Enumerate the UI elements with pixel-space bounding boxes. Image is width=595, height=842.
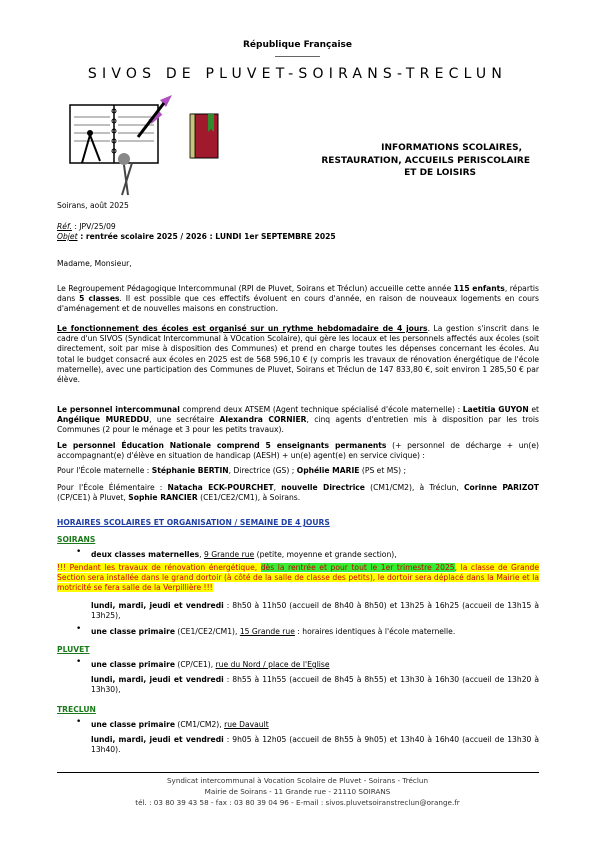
info-title [300,142,530,180]
text: (CE1/CE2/CM1), à Soirans. [197,493,301,503]
treclun-item [91,720,539,730]
text: 15 Grande rue [239,627,295,636]
book-clipart [188,110,222,162]
text: (CP/CE1) à Pluvet, [57,493,129,503]
pluvet-hours [91,675,539,695]
text: rue du Nord / place de l'Eglise [215,660,330,669]
paragraph-enrolment [57,284,539,315]
text: : 9h05 à 12h05 (accueil de 8h55 à 9h05) et 13h40 à 16h40 (accueil de 13h30 à 13h40). [91,735,539,755]
notebook-clipart [60,95,180,200]
soirans-hours [91,601,539,621]
text: (CM1/CM2), [175,720,225,729]
org-title: SIVOS DE PLUVET-SOIRANS-TRECLUN [87,66,508,82]
text: (CE1/CE2/CM1), [175,627,240,636]
text: (+ personnel de décharge + un(e) accompagnant(e) d'élève en situation de handicap (AESH) + un(e) agent(e) en service civique) : [57,441,540,461]
text: Sophie RANCIER [128,493,198,503]
text: Le Regroupement Pédagogique Intercommunal (RPI de Pluvet, Soirans et Tréclun) accueille cette année [57,284,454,293]
paragraph-teachers [57,441,539,461]
pluvet-item [91,660,539,670]
text: Le fonctionnement des écoles est organisé sur un rythme hebdomadaire de 4 jours [57,324,428,333]
bullet-icon: • [76,547,82,557]
reference-label: Réf. [57,222,72,231]
text: Laetitia GUYON [462,405,529,414]
section-pluvet: PLUVET [57,645,90,654]
text: (petite, moyenne et grande section), [254,550,397,559]
text: !!! Pendant les travaux de rénovation énergétique, [57,563,261,572]
header-rule [275,56,320,57]
footer-line: Mairie de Soirans - 11 Grande rue - 21110 SOIRANS [204,787,391,796]
text: (CP/CE1), [175,660,216,669]
info-title-line: INFORMATIONS SCOLAIRES, [381,143,522,153]
bullet-icon: • [76,717,82,727]
text: lundi, mardi, jeudi et vendredi [91,675,224,684]
soirans-item-primaire [91,627,539,637]
text: , Directrice (GS) ; [228,466,297,475]
info-title-line: ET DE LOISIRS [404,168,476,178]
text: une classe primaire [91,660,175,669]
text: (CM1/CM2), à Tréclun, [364,483,464,492]
soirans-item-maternelles [91,550,539,560]
text: 5 classes [79,294,120,304]
text: Angélique MUREDDU [57,415,150,425]
republic-heading: République Française [242,40,353,50]
text: deux classes maternelles [91,550,200,559]
bullet-icon: • [76,624,82,634]
footer-rule [57,772,539,773]
text: une classe primaire [91,720,175,729]
text: lundi, mardi, jeudi et vendredi [91,601,224,610]
text: Pour l'École maternelle : [57,466,152,475]
text: Stéphanie BERTIN [151,466,229,475]
bullet-icon: • [76,657,82,667]
text: Natacha ECK-POURCHET [167,483,274,492]
text: Pour l'École Élémentaire : [57,483,168,492]
text: , cinq agents d'entretien mis à disposition par les trois Communes (2 pour le ménage et 3 pour les petits travaux). [57,415,539,435]
text: . Il est possible que ces effectifs évoluent en cours d'année, en raison de nouveaux logements en cours d'aménagement et de nouvelles maisons en construction. [57,294,539,314]
salutation: Madame, Monsieur, [57,259,132,268]
text: : 8h50 à 11h50 (accueil de 8h40 à 8h50) et 13h25 à 16h25 (accueil de 13h15 à 13h25), [91,601,539,621]
footer-line: Syndicat intercommunal à Vocation Scolaire de Pluvet - Soirans - Tréclun [167,776,428,785]
section-treclun: TRECLUN [57,705,96,714]
text: Ophélie MARIE [296,466,360,475]
paragraph-elementaire [57,483,539,503]
text: nouvelle Directrice [281,483,365,492]
text: , répartis dans [57,284,539,304]
text: comprend deux ATSEM (Agent technique spécialisé d'école maternelle) : [179,405,463,414]
text: . La gestion s'inscrit dans le cadre d'un SIVOS (Syndicat Intercommunal à VOcation Scolaire), qui gère les locaux et les personnels affectés aux écoles (soit directement, soit par mise à disposition des Communes) et prend en charge toutes les dépenses concernant les écoles. Au total le budget consacré aux écoles en 2025 est de 568 596,10 € (y compris les travaux de rénovation énergétique de l'école maternelle), avec une participation des Communes de Pluvet, Soirans et Tréclun de 147 833,80 €, soit environ 1 285,50 € par élève. [57,324,539,385]
place-date: Soirans, août 2025 [57,201,129,210]
text: rue Davault [224,720,269,729]
object-line [57,232,539,242]
text: 115 enfants [453,284,505,293]
paragraph-organisation [57,324,539,385]
paragraph-maternelle [57,466,539,476]
text: : 8h55 à 11h55 (accueil de 8h45 à 8h55) et 13h30 à 16h30 (accueil de 13h20 à 13h30), [91,675,539,695]
text: lundi, mardi, jeudi et vendredi [91,735,224,744]
text: (PS et MS) ; [359,466,407,475]
text: et [528,405,539,414]
treclun-hours [91,735,539,755]
text: , [273,483,282,492]
reference-line [57,222,539,232]
text: Le personnel intercommunal [57,405,180,414]
text: : horaires identiques à l'école maternelle. [294,627,456,636]
object-label: Objet [57,232,78,241]
info-title-line: RESTAURATION, ACCUEILS PERISCOLAIRE [321,155,530,166]
text: Corinne PARIZOT [463,483,539,492]
text: Le personnel Éducation Nationale comprend 5 enseignants permanents [57,441,387,450]
soirans-alert [57,563,539,594]
text: une classe primaire [91,627,175,636]
text: Alexandra CORNIER [219,415,307,425]
schedule-title: HORAIRES SCOLAIRES ET ORGANISATION / SEMAINE DE 4 JOURS [57,518,330,527]
text: , une secrétaire [149,415,220,425]
text: , [199,550,204,559]
reference-value: : JPV/25/09 [71,222,116,231]
text: dès la rentrée et pour tout le 1er trimestre 2025 [260,563,455,572]
object-value: : rentrée scolaire 2025 / 2026 : LUNDI 1er SEPTEMBRE 2025 [77,232,336,241]
text: , la classe de Grande Section sera installée dans le grand dortoir (à côté de la salle de classe des petits), le dortoir sera déplacé dans la Mairie et la motricité se fera salle de la Verpillière !!! [57,563,539,593]
paragraph-staff [57,405,539,436]
text: 9 Grande rue [203,550,255,559]
footer-contact: tél. : 03 80 39 43 58 - fax : 03 80 39 04 96 - E-mail : sivos.pluvetsoiranstreclun@orange.fr [135,798,460,807]
section-soirans: SOIRANS [57,535,96,544]
